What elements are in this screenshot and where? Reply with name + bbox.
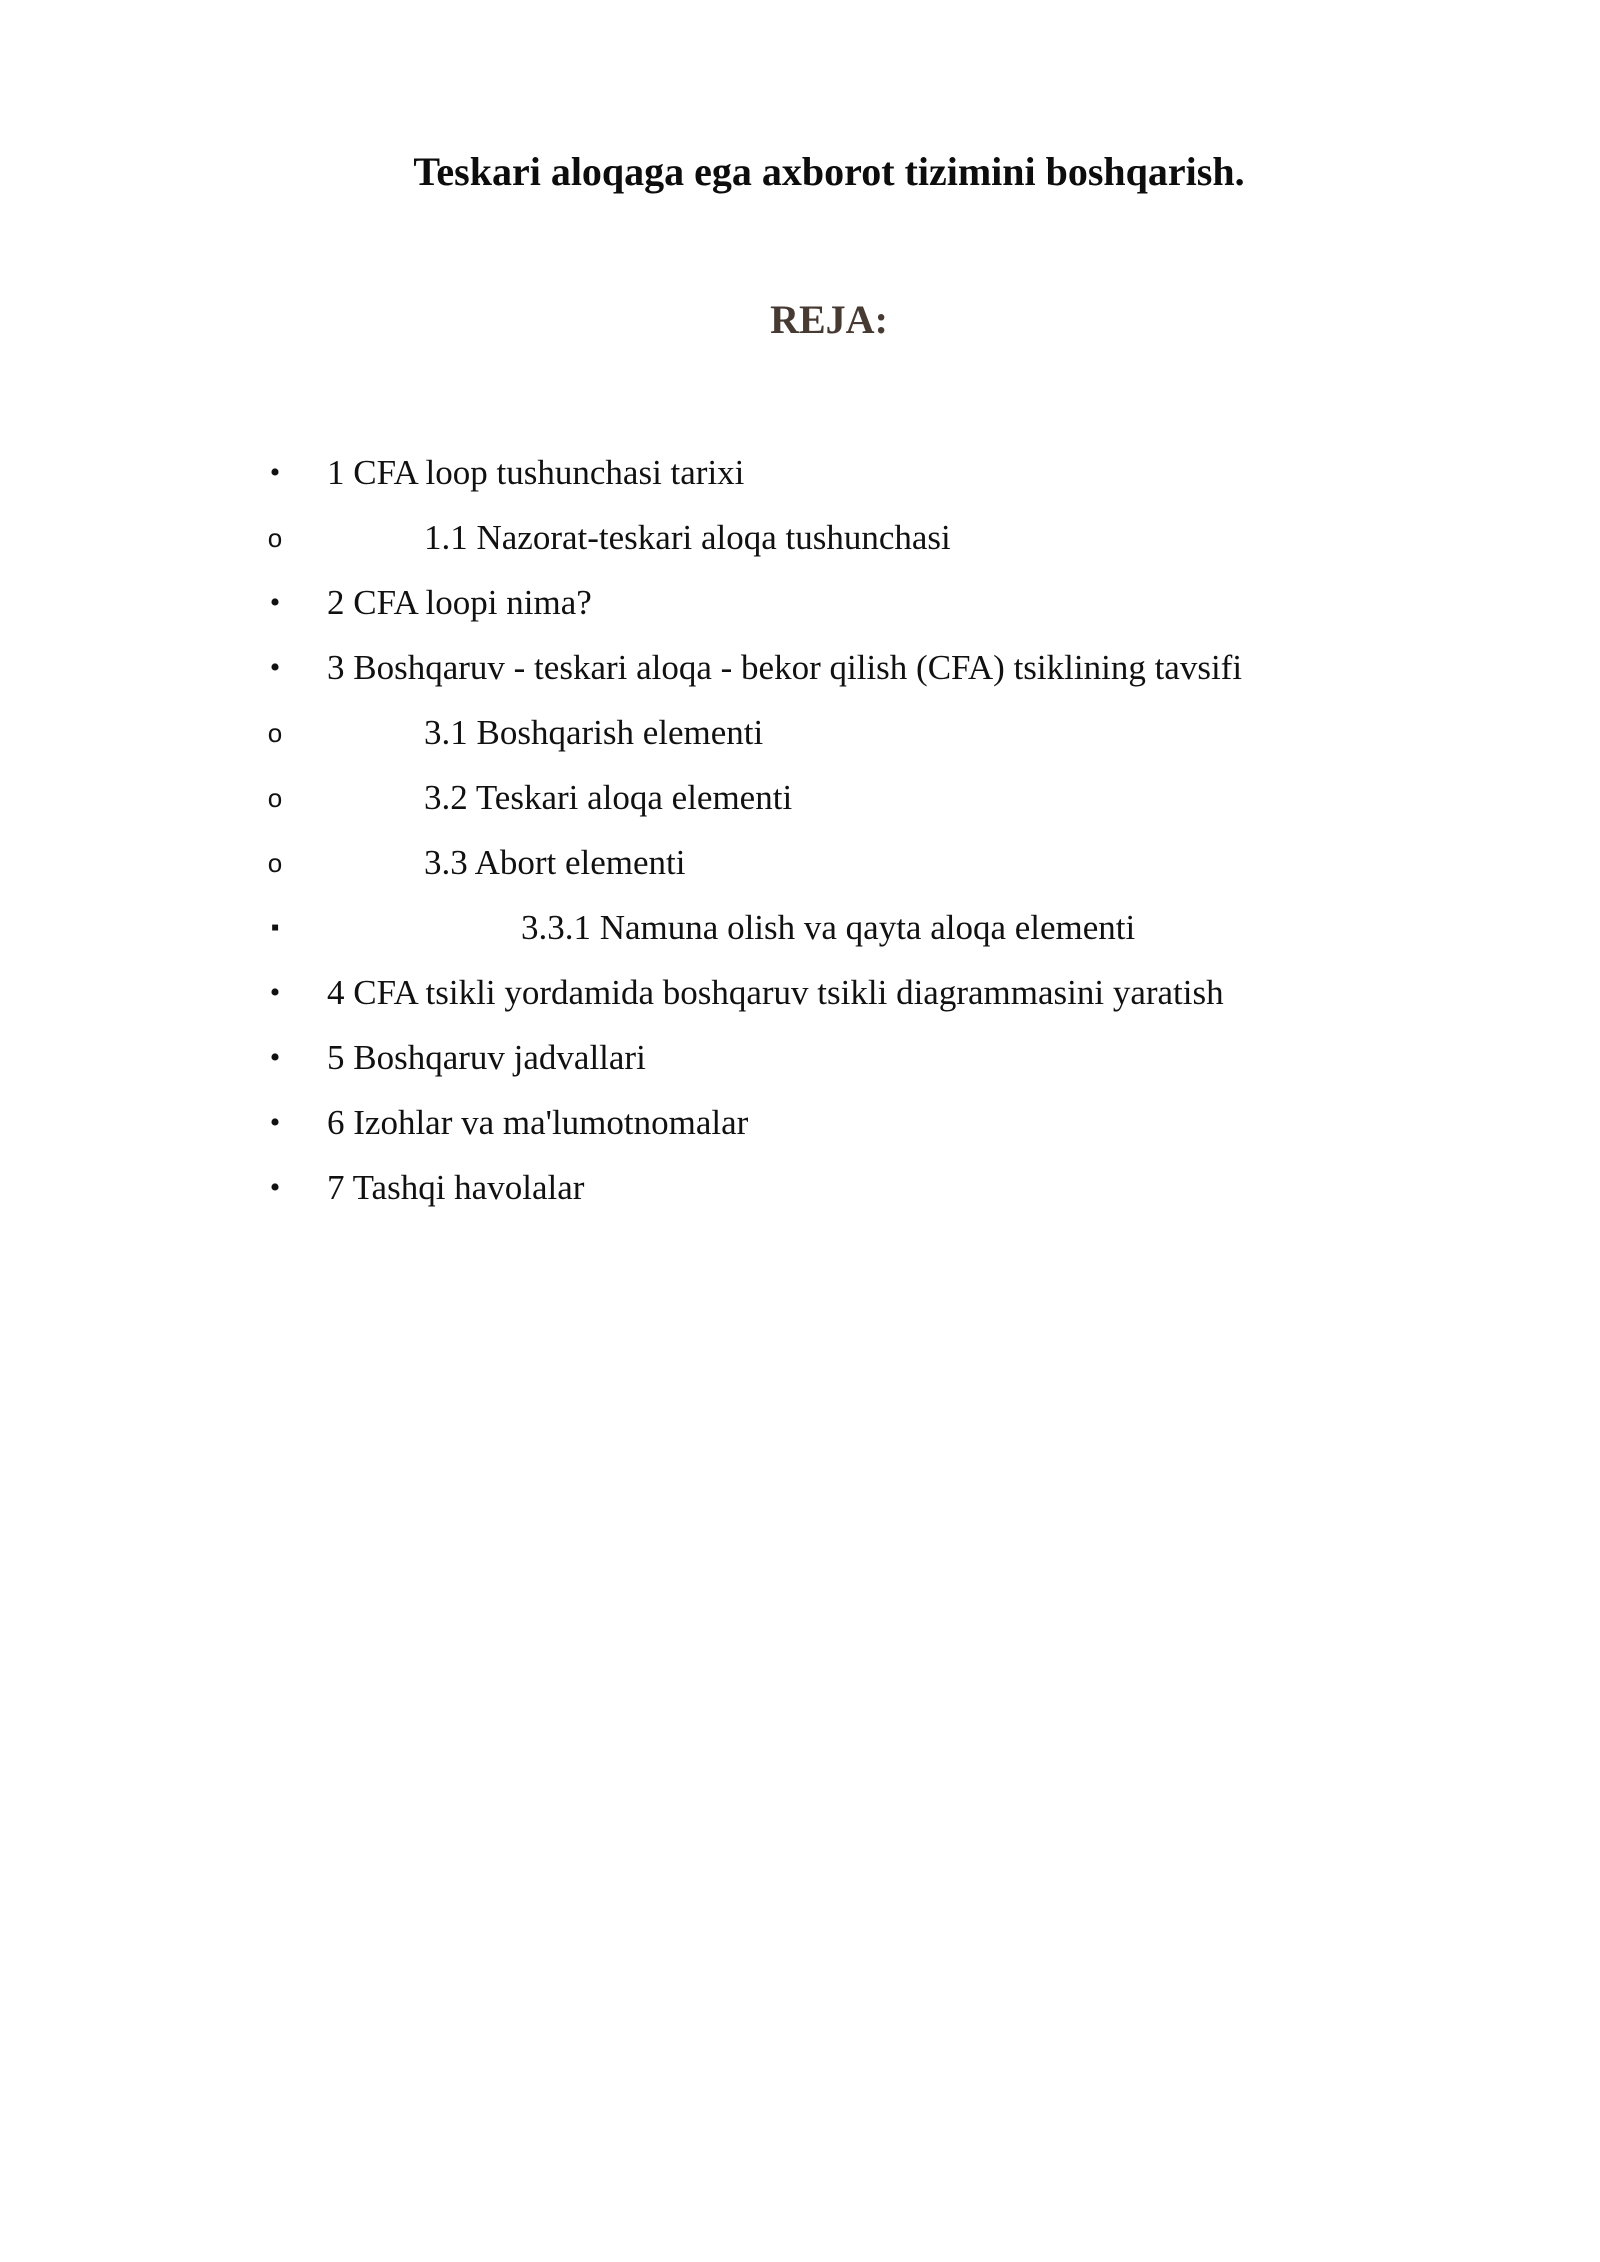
toc-item-text: 6 Izohlar va ma'lumotnomalar <box>327 1103 749 1142</box>
toc-item-3-2 <box>0 773 1600 823</box>
toc-item-3-3-1 <box>0 903 1600 953</box>
bullet-disc-icon: • <box>269 651 281 684</box>
toc-item-text: 1 CFA loop tushunchasi tarixi <box>327 453 745 492</box>
bullet-disc-icon: • <box>269 586 281 619</box>
toc-item-text: 5 Boshqaruv jadvallari <box>327 1038 646 1077</box>
toc-item-3 <box>0 643 1600 693</box>
bullet-disc-icon: • <box>269 1171 281 1204</box>
document-title: Teskari aloqaga ega axborot tizimini boshqarish. <box>413 149 1245 194</box>
bullet-circle-icon: o <box>267 718 283 748</box>
toc-item-3-3 <box>0 838 1600 888</box>
toc-item-text: 3.2 Teskari aloqa elementi <box>424 778 793 817</box>
bullet-disc-icon: • <box>269 1041 281 1074</box>
toc-item-text: 7 Tashqi havolalar <box>327 1168 585 1207</box>
bullet-disc-icon: • <box>269 976 281 1009</box>
plan-heading: REJA: <box>770 297 888 342</box>
toc-item-text: 3.1 Boshqarish elementi <box>424 713 764 752</box>
toc-item-text: 3.3.1 Namuna olish va qayta aloqa elementi <box>521 908 1136 947</box>
bullet-disc-icon: • <box>269 456 281 489</box>
toc-item-2 <box>0 578 1600 628</box>
toc-item-7 <box>0 1163 1600 1213</box>
toc-item-3-1 <box>0 708 1600 758</box>
toc-item-6 <box>0 1098 1600 1148</box>
bullet-disc-icon: • <box>269 1106 281 1139</box>
toc-item-5 <box>0 1033 1600 1083</box>
toc-item-1 <box>0 448 1600 498</box>
toc-item-1-1 <box>0 513 1600 563</box>
toc-item-text: 3.3 Abort elementi <box>424 843 686 882</box>
bullet-circle-icon: o <box>267 523 283 553</box>
toc-item-4 <box>0 968 1600 1018</box>
bullet-square-icon: ▪ <box>270 915 280 941</box>
bullet-circle-icon: o <box>267 848 283 878</box>
toc-item-text: 4 CFA tsikli yordamida boshqaruv tsikli diagrammasini yaratish <box>327 973 1224 1012</box>
toc-item-text: 3 Boshqaruv - teskari aloqa - bekor qilish (CFA) tsiklining tavsifi <box>327 648 1243 687</box>
toc-item-text: 1.1 Nazorat-teskari aloqa tushunchasi <box>424 518 951 557</box>
bullet-circle-icon: o <box>267 783 283 813</box>
toc-item-text: 2 CFA loopi nima? <box>327 583 592 622</box>
